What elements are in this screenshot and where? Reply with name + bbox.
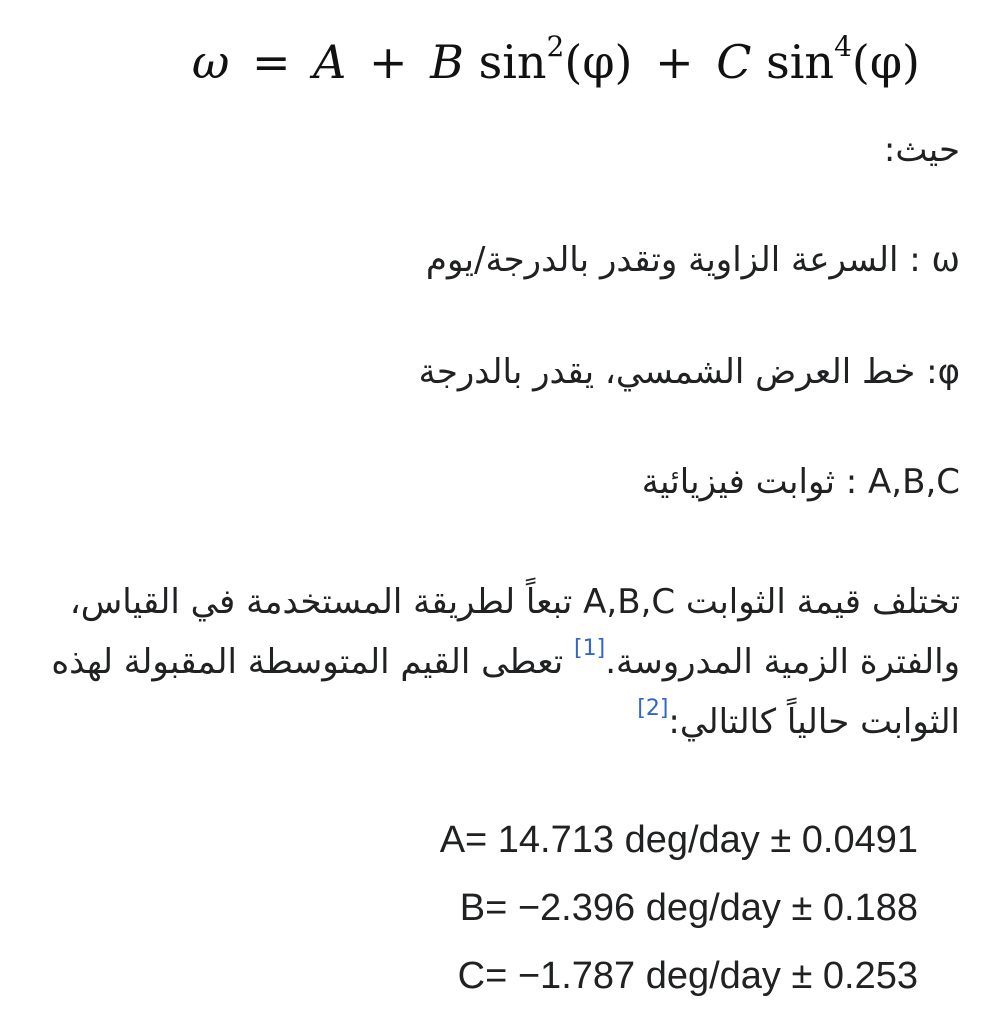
definition-omega [426, 240, 960, 280]
formula-sin-2: sin [766, 35, 835, 89]
formula-arg-1: (φ) [564, 35, 633, 89]
definition-omega-text: : السرعة الزاوية وتقدر بالدرجة/يوم [425, 240, 932, 280]
paragraph-part-2: تبعاً لطريقة المستخدمة في القياس، والفترة الزمية المدروسة. [69, 582, 960, 682]
definition-phi-symbol: φ [937, 352, 960, 392]
definition-phi-text: : خط العرض الشمسي، يقدر بالدرجة [418, 352, 938, 392]
formula-plus-2: + [655, 35, 694, 89]
definition-constants [642, 462, 960, 502]
value-a: A= 14.713 deg/day ± 0.0491 [439, 819, 918, 861]
explanation-paragraph [25, 572, 960, 752]
paragraph-abc: A,B,C [583, 582, 676, 622]
paragraph-part-1: تختلف قيمة الثوابت [675, 582, 960, 622]
formula-plus-1: + [368, 35, 408, 89]
formula-arg-2: (φ) [851, 35, 920, 89]
formula-exp-1: 2 [546, 30, 565, 63]
formula-exp-2: 4 [834, 30, 852, 63]
reference-link-1[interactable]: [1] [574, 636, 606, 661]
definition-constants-symbol: A,B,C [868, 462, 960, 502]
value-c: C= −1.787 deg/day ± 0.253 [457, 955, 918, 997]
where-label: حيث: [883, 130, 960, 170]
formula-c: C [716, 35, 752, 89]
value-b: B= −2.396 deg/day ± 0.188 [459, 887, 918, 929]
reference-link-2[interactable]: [2] [637, 696, 669, 721]
definition-phi [419, 352, 960, 392]
definition-omega-symbol: ω [931, 240, 960, 280]
formula-b: B [430, 35, 464, 89]
constant-values [440, 806, 918, 1010]
formula-sin-1: sin [478, 35, 547, 89]
formula-equals: = [251, 35, 291, 89]
formula [0, 32, 920, 92]
formula-a: A [313, 35, 347, 89]
formula-omega: ω [191, 35, 230, 89]
definition-constants-text: : ثوابت فيزيائية [641, 462, 869, 502]
paragraph-part-3: تعطى القيم المتوسطة المقبولة لهذه الثوابت حالياً كالتالي: [51, 642, 960, 742]
